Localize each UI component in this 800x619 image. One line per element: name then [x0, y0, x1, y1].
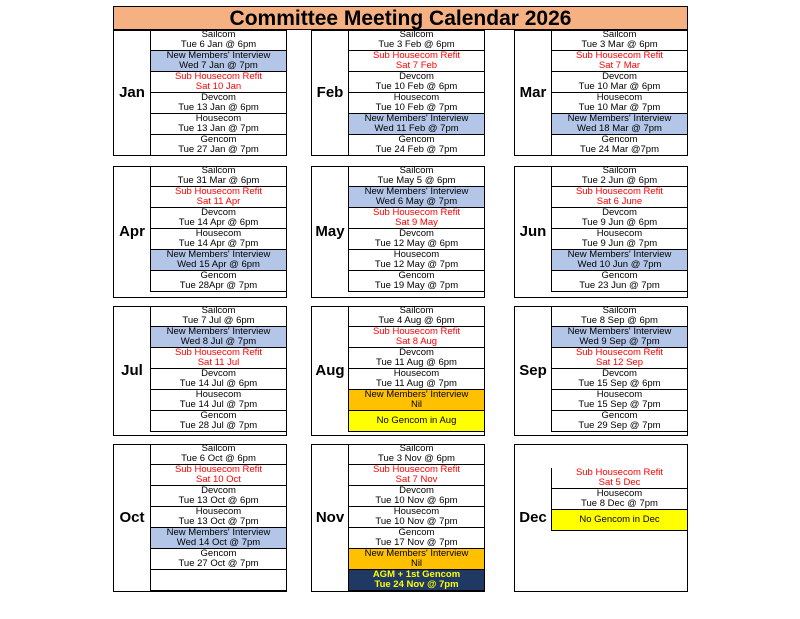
month-events — [348, 166, 484, 292]
event-date: Sat 10 Jan — [195, 81, 242, 93]
event-date: Tue 9 Jun @ 7pm — [581, 238, 658, 250]
event-title: Gencom — [601, 411, 638, 421]
event-cell — [349, 327, 484, 348]
event-cell — [349, 166, 484, 187]
event-title: Devcom — [399, 348, 434, 358]
event-title: New Members' Interview — [166, 528, 271, 538]
event-date: Sat 9 May — [395, 217, 438, 229]
event-title: Sub Housecom Refit — [372, 327, 461, 337]
event-date: Tue 10 Nov @ 7pm — [375, 516, 458, 528]
event-cell — [151, 444, 286, 465]
month-label: Oct — [119, 509, 145, 526]
event-title: Devcom — [399, 72, 434, 82]
event-cell — [552, 510, 687, 531]
month-label: Sep — [519, 362, 547, 379]
event-cell — [552, 166, 687, 187]
event-title: Devcom — [602, 72, 637, 82]
event-date: Sat 6 June — [596, 196, 643, 208]
event-date: Tue 31 Mar @ 6pm — [177, 175, 260, 187]
event-date: Tue 2 Jun @ 6pm — [581, 175, 658, 187]
event-title: Devcom — [602, 369, 637, 379]
event-date: Tue 10 Feb @ 7pm — [375, 102, 458, 114]
month-block-feb — [311, 30, 485, 156]
event-date: Tue 10 Nov @ 6pm — [375, 495, 458, 507]
event-date: Wed 15 Apr @ 6pm — [177, 259, 260, 271]
month-label: Jun — [519, 223, 547, 240]
event-title: Gencom — [601, 271, 638, 281]
event-cell — [349, 250, 484, 271]
event-cell — [552, 72, 687, 93]
month-block-jan — [113, 30, 287, 156]
event-cell — [349, 30, 484, 51]
event-date: Tue 28Apr @ 7pm — [179, 280, 258, 292]
event-title: Sailcom — [602, 306, 637, 316]
month-label: Apr — [119, 223, 145, 240]
event-title: Sailcom — [602, 166, 637, 176]
event-cell — [349, 229, 484, 250]
month-events — [348, 30, 484, 156]
event-title: Housecom — [393, 93, 440, 103]
event-date: Wed 18 Mar @ 7pm — [577, 123, 662, 135]
event-date: Sat 7 Mar — [598, 60, 641, 72]
event-cell — [349, 444, 484, 465]
event-cell — [151, 390, 286, 411]
event-cell — [349, 486, 484, 507]
event-title: Gencom — [200, 135, 237, 145]
event-title: New Members' Interview — [364, 549, 469, 559]
event-date: Tue 14 Apr @ 6pm — [178, 217, 259, 229]
event-title: Devcom — [201, 208, 236, 218]
event-cell — [552, 411, 687, 432]
event-date: Wed 7 Jan @ 7pm — [179, 60, 258, 72]
event-cell — [349, 306, 484, 327]
event-date: Tue 3 Mar @ 6pm — [581, 39, 658, 51]
event-title: New Members' Interview — [567, 250, 672, 260]
month-events — [150, 306, 286, 432]
event-cell — [349, 93, 484, 114]
event-date: Tue May 5 @ 6pm — [377, 175, 456, 187]
month-events — [551, 30, 687, 156]
event-title: Gencom — [200, 411, 237, 421]
event-title: Devcom — [201, 486, 236, 496]
month-label: Nov — [315, 509, 345, 526]
event-title: New Members' Interview — [364, 114, 469, 124]
event-date: Tue 28 Jul @ 7pm — [179, 420, 258, 432]
event-title: Gencom — [398, 271, 435, 281]
event-date: Tue 12 May @ 7pm — [374, 259, 459, 271]
event-cell — [349, 187, 484, 208]
month-block-apr — [113, 166, 287, 298]
event-title: Devcom — [201, 93, 236, 103]
event-date: Sat 10 Oct — [196, 474, 241, 486]
event-title: Gencom — [200, 549, 237, 559]
event-date: Tue 12 May @ 6pm — [374, 238, 459, 250]
event-date: Tue 11 Aug @ 7pm — [376, 378, 457, 390]
event-cell — [552, 327, 687, 348]
event-cell — [349, 411, 484, 432]
event-title: Devcom — [399, 486, 434, 496]
event-title: New Members' Interview — [166, 51, 271, 61]
event-date: Tue 8 Dec @ 7pm — [581, 498, 658, 510]
event-cell — [151, 229, 286, 250]
event-date: Tue 15 Sep @ 6pm — [578, 378, 661, 390]
event-title: Housecom — [195, 390, 242, 400]
month-label: Aug — [315, 362, 345, 379]
month-events — [551, 306, 687, 432]
event-date: Tue 14 Jul @ 7pm — [179, 399, 258, 411]
month-events — [150, 444, 286, 591]
event-cell — [552, 187, 687, 208]
event-title: Housecom — [393, 507, 440, 517]
event-date: Nil — [410, 399, 423, 411]
event-title: Housecom — [596, 489, 643, 499]
event-date: Sat 11 Apr — [196, 196, 241, 208]
event-title: Housecom — [195, 114, 242, 124]
event-title: Gencom — [398, 528, 435, 538]
event-cell — [349, 465, 484, 486]
month-block-oct — [113, 444, 287, 592]
month-label: Dec — [519, 509, 547, 526]
event-cell — [151, 486, 286, 507]
event-date: Wed 6 May @ 7pm — [375, 196, 458, 208]
event-cell — [349, 271, 484, 292]
event-title: Sailcom — [201, 30, 236, 40]
event-title: Sailcom — [399, 444, 434, 454]
event-cell — [151, 135, 286, 156]
event-title: New Members' Interview — [166, 250, 271, 260]
event-title: Sailcom — [399, 166, 434, 176]
event-cell — [552, 208, 687, 229]
event-date: Tue 23 Jun @ 7pm — [579, 280, 660, 292]
event-title: Gencom — [200, 271, 237, 281]
event-cell — [151, 570, 286, 591]
event-date: Wed 8 Jul @ 7pm — [180, 336, 257, 348]
event-title: No Gencom in Dec — [579, 514, 660, 525]
month-block-jun — [514, 166, 688, 298]
event-date: Tue 8 Sep @ 6pm — [581, 315, 658, 327]
event-title: Sailcom — [602, 30, 637, 40]
event-date: Sat 11 Jul — [197, 357, 240, 369]
event-title: Devcom — [399, 229, 434, 239]
event-cell — [552, 135, 687, 156]
month-block-sep — [514, 306, 688, 436]
event-cell — [552, 348, 687, 369]
month-events — [551, 468, 687, 531]
month-block-may — [311, 166, 485, 298]
event-cell — [552, 250, 687, 271]
event-title: New Members' Interview — [567, 114, 672, 124]
event-date: Tue 17 Nov @ 7pm — [375, 537, 458, 549]
event-date: Tue 27 Jan @ 7pm — [178, 144, 259, 156]
event-cell — [151, 51, 286, 72]
month-events — [551, 166, 687, 292]
event-title: Sub Housecom Refit — [575, 468, 664, 478]
event-date: Tue 9 Jun @ 6pm — [581, 217, 658, 229]
event-date: Wed 10 Jun @ 7pm — [577, 259, 662, 271]
event-date: Tue 13 Oct @ 6pm — [178, 495, 259, 507]
event-cell — [349, 507, 484, 528]
event-title: Devcom — [201, 369, 236, 379]
event-date: Tue 15 Sep @ 7pm — [578, 399, 661, 411]
event-cell — [151, 114, 286, 135]
event-cell — [349, 135, 484, 156]
event-cell — [151, 30, 286, 51]
event-date: Sat 8 Aug — [395, 336, 438, 348]
event-date: Nil — [410, 558, 423, 570]
event-date: Tue 3 Feb @ 6pm — [378, 39, 455, 51]
event-cell — [552, 369, 687, 390]
month-label: Jan — [119, 84, 145, 101]
event-date: Tue 6 Jan @ 6pm — [180, 39, 257, 51]
month-events — [348, 444, 484, 591]
event-cell — [349, 114, 484, 135]
event-cell — [552, 271, 687, 292]
event-cell — [349, 549, 484, 570]
month-block-mar — [514, 30, 688, 156]
event-title: Housecom — [195, 229, 242, 239]
event-title: Sailcom — [201, 444, 236, 454]
event-date: Tue 24 Feb @ 7pm — [375, 144, 458, 156]
event-cell — [151, 306, 286, 327]
event-title: Sailcom — [201, 166, 236, 176]
event-title: Sub Housecom Refit — [372, 208, 461, 218]
event-title: New Members' Interview — [364, 187, 469, 197]
event-title: Housecom — [596, 229, 643, 239]
month-block-dec — [514, 444, 688, 592]
event-cell — [349, 72, 484, 93]
event-cell — [151, 369, 286, 390]
event-date: Sat 7 Nov — [395, 474, 438, 486]
month-block-jul — [113, 306, 287, 436]
month-label: May — [315, 223, 345, 240]
event-title: Devcom — [602, 208, 637, 218]
event-cell — [552, 229, 687, 250]
event-date: Tue 6 Oct @ 6pm — [181, 453, 256, 465]
month-label: Mar — [519, 84, 547, 101]
event-cell — [552, 114, 687, 135]
event-date: Sat 12 Sep — [595, 357, 643, 369]
event-cell — [151, 528, 286, 549]
event-cell — [349, 570, 484, 591]
event-cell — [151, 465, 286, 486]
event-date: Tue 4 Aug @ 6pm — [378, 315, 455, 327]
event-title: Sailcom — [399, 306, 434, 316]
event-cell — [552, 306, 687, 327]
event-title: New Members' Interview — [567, 327, 672, 337]
event-date: Tue 13 Oct @ 7pm — [178, 516, 259, 528]
event-cell — [151, 549, 286, 570]
event-title: Sub Housecom Refit — [575, 348, 664, 358]
event-date: Sat 7 Feb — [395, 60, 438, 72]
event-date: Tue 3 Nov @ 6pm — [378, 453, 455, 465]
event-cell — [151, 166, 286, 187]
event-cell — [349, 348, 484, 369]
event-cell — [151, 411, 286, 432]
event-title: Housecom — [393, 369, 440, 379]
event-cell — [349, 390, 484, 411]
month-block-aug — [311, 306, 485, 436]
event-cell — [151, 271, 286, 292]
month-block-nov — [311, 444, 485, 592]
event-title: Sub Housecom Refit — [575, 187, 664, 197]
event-title: Sub Housecom Refit — [575, 51, 664, 61]
event-date: Tue 24 Mar @7pm — [580, 144, 659, 156]
event-date: Tue 19 May @ 7pm — [374, 280, 459, 292]
event-title: Sailcom — [399, 30, 434, 40]
event-cell — [552, 468, 687, 489]
event-date: Wed 11 Feb @ 7pm — [374, 123, 459, 135]
event-cell — [349, 208, 484, 229]
event-date: Tue 10 Feb @ 6pm — [375, 81, 458, 93]
event-cell — [349, 51, 484, 72]
event-date: Tue 10 Mar @ 6pm — [578, 81, 661, 93]
event-cell — [151, 327, 286, 348]
event-cell — [151, 348, 286, 369]
event-cell — [552, 489, 687, 510]
page-title: Committee Meeting Calendar 2026 — [113, 6, 688, 30]
event-title: Housecom — [195, 507, 242, 517]
event-cell — [552, 93, 687, 114]
event-cell — [552, 51, 687, 72]
event-title: Housecom — [596, 390, 643, 400]
event-title: New Members' Interview — [166, 327, 271, 337]
event-title: Gencom — [601, 135, 638, 145]
event-date: Tue 7 Jul @ 6pm — [182, 315, 255, 327]
event-title: Sub Housecom Refit — [174, 187, 263, 197]
event-date: Wed 9 Sep @ 7pm — [579, 336, 660, 348]
event-cell — [151, 250, 286, 271]
event-cell — [552, 390, 687, 411]
event-cell — [349, 369, 484, 390]
event-title: Gencom — [398, 135, 435, 145]
event-title: No Gencom in Aug — [376, 415, 457, 426]
event-cell — [151, 208, 286, 229]
month-events — [150, 30, 286, 156]
event-cell — [349, 528, 484, 549]
event-cell — [151, 507, 286, 528]
event-title: Sub Housecom Refit — [372, 465, 461, 475]
event-date: Tue 27 Oct @ 7pm — [178, 558, 259, 570]
event-title: Sub Housecom Refit — [372, 51, 461, 61]
event-title: Sub Housecom Refit — [174, 348, 263, 358]
event-title: Sailcom — [201, 306, 236, 316]
event-date: Tue 24 Nov @ 7pm — [374, 579, 459, 591]
event-title: Housecom — [596, 93, 643, 103]
event-cell — [552, 30, 687, 51]
event-date: Sat 5 Dec — [598, 477, 641, 489]
event-date: Tue 11 Aug @ 6pm — [376, 357, 457, 369]
event-title: New Members' Interview — [364, 390, 469, 400]
event-date: Wed 14 Oct @ 7pm — [176, 537, 261, 549]
event-cell — [151, 187, 286, 208]
month-events — [150, 166, 286, 292]
event-title: AGM + 1st Gencom — [372, 570, 461, 580]
event-date: Tue 13 Jan @ 6pm — [178, 102, 259, 114]
event-title: Sub Housecom Refit — [174, 465, 263, 475]
event-title: Sub Housecom Refit — [174, 72, 263, 82]
event-date: Tue 10 Mar @ 7pm — [578, 102, 661, 114]
event-date: Tue 14 Jul @ 6pm — [179, 378, 258, 390]
month-label: Jul — [121, 362, 143, 379]
event-cell — [151, 93, 286, 114]
month-events — [348, 306, 484, 432]
month-label: Feb — [316, 84, 344, 101]
event-date: Tue 13 Jan @ 7pm — [178, 123, 259, 135]
event-cell — [151, 72, 286, 93]
event-title: Housecom — [393, 250, 440, 260]
event-date: Tue 29 Sep @ 7pm — [578, 420, 661, 432]
event-date: Tue 14 Apr @ 7pm — [178, 238, 259, 250]
